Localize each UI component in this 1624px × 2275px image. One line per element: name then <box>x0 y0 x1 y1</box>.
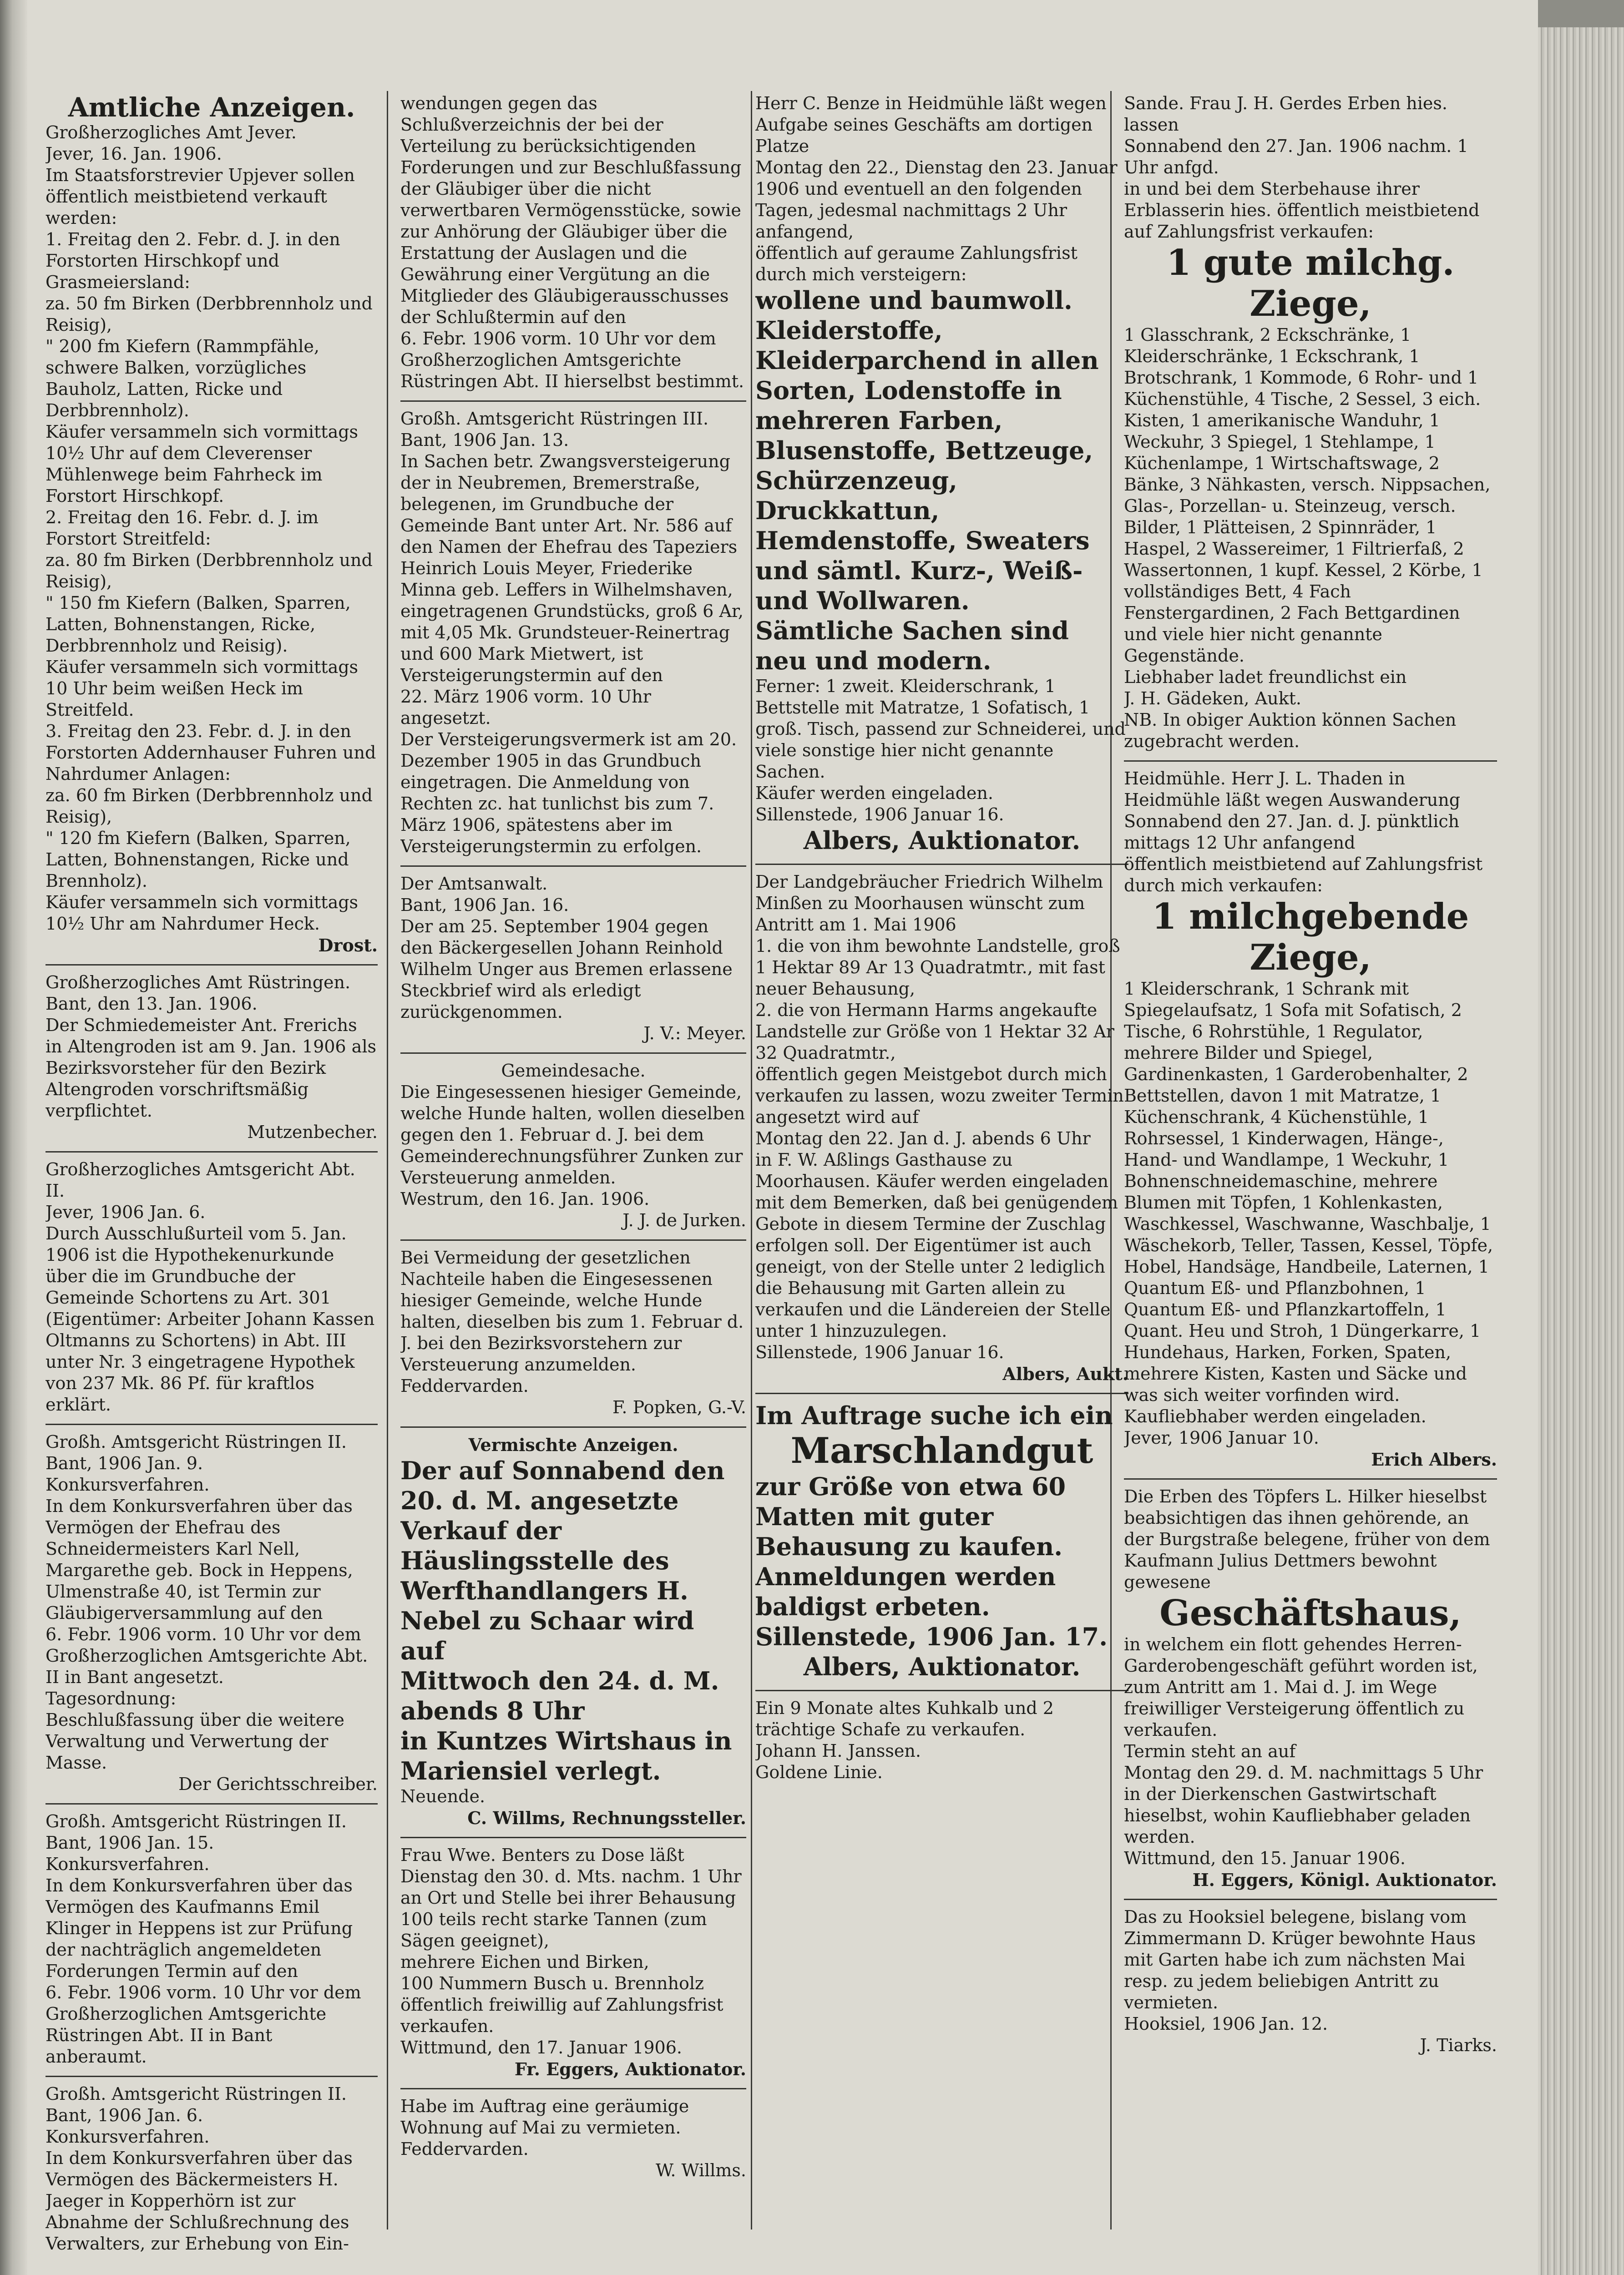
ad-text: Heidmühle. Herr J. L. Thaden in Heidmühle läßt wegen Auswanderung Sonnabend den 27. Jan. d. J. pünktlich mittags 12 Uhr anfangend öffentlich meistbietend auf Zahlungsfrist durch mich verkaufen: <box>1124 768 1483 895</box>
ad-highlight: wollene und baumwoll. Kleiderstoffe, Kleiderparchend in allen Sorten, Lodenstoffe in mehreren Farben, Blusenstoffe, Bettzeuge, Schürzenzeug, Druckkattun, Hemdenstoffe, Sweaters und sämtl. Kurz-, Weiß- und Wollwaren. Sämtliche Sachen sind neu und modern. <box>755 286 1099 675</box>
ad-highlight: Der auf Sonnabend den 20. d. M. angesetzte Verkauf der Häuslingsstelle des Werfthandlangers H. Nebel zu Schaar wird auf Mittwoch den 24. d. M. abends 8 Uhr in Kuntzes Wirtshaus in Mariensiel verlegt. <box>400 1456 732 1785</box>
ad-signature: J. J. de Jurken. <box>622 1210 746 1230</box>
ad-text: Der Landgebräucher Friedrich Wilhelm Minßen zu Moorhausen wünscht zum Antritt am 1. Mai 1906 1. die von ihm bewohnte Landstelle, groß 1 Hektar 89 Ar 13 Quadratmtr., mit fast neuer Behausung, 2. die von Hermann Harms angekaufte Landstelle zur Größe von 1 Hektar 32 Ar 32 Quadratmtr., öffentlich gegen Meistgebot durch mich verkaufen zu lassen, wozu zweiter Termin angesetzt wird auf Montag den 22. Jan d. J. abends 6 Uhr in F. W. Aßlings Gasthause zu Moorhausen. Käufer werden eingeladen mit dem Bemerken, daß bei genügendem Gebote in diesem Termine der Zuschlag erfolgen soll. Der Eigentümer ist auch geneigt, von der Stelle unter 2 lediglich die Behausung mit Garten allein zu verkaufen und die Ländereien der Stelle unter 1 hinzuzulegen. Sillenstede, 1906 Januar 16. <box>755 872 1124 1362</box>
ad-highlight: Im Auftrage suche ich ein <box>755 1401 1113 1430</box>
ad-bankruptcy <box>46 1425 378 1805</box>
ad-text: Großh. Amtsgericht Rüstringen II. Bant, 1906 Jan. 15. Konkursverfahren. In dem Konkursverfahren über das Vermögen des Kaufmanns Emil Klinger in Heppens ist zur Prüfung der nachträglich angemeldeten Forderungen Termin auf den 6. Febr. 1906 vorm. 10 Uhr vor dem Großherzoglichen Amtsgerichte Rüstringen Abt. II in Bant anberaumt. <box>46 1811 361 2067</box>
ad-signature: Albers, Aukt. <box>1002 1364 1128 1384</box>
ad-notice <box>400 1241 746 1428</box>
ad-signature: J. Tiarks. <box>1420 2035 1497 2055</box>
ad-text: Großherzogliches Amt Rüstringen. Bant, den 13. Jan. 1906. Der Schmiedemeister Ant. Frerichs in Altengroden ist am 9. Jan. 1906 als Bezirksvorsteher für den Bezirk Altengroden vorschriftsmäßig verpflichtet. <box>46 972 376 1121</box>
ad-signature: Fr. Eggers, Auktionator. <box>514 2059 746 2079</box>
ad-text: Großh. Amtsgericht Rüstringen III. Bant, 1906 Jan. 13. In Sachen betr. Zwangsversteigerung der in Neubremen, Bremerstraße, belegenen, im Grundbuche der Gemeinde Bant unter Art. Nr. 586 auf den Namen der Ehefrau des Tapeziers Heinrich Louis Meyer, Friederike Minna geb. Leffers in Wilhelmshaven, eingetragenen Grundstücks, groß 6 Ar, mit 4,05 Mk. Grundsteuer-Reinertrag und 600 Mark Mietwert, ist Versteigerungstermin auf den 22. März 1906 vorm. 10 Uhr angesetzt. Der Versteigerungsvermerk ist am 20. Dezember 1905 in das Grundbuch eingetragen. Die Anmeldung von Rechten zc. hat tunlichst bis zum 7. März 1906, spätestens aber im Versteigerungstermin zu erfolgen. <box>400 409 744 856</box>
ad-signature: Albers, Auktionator. <box>803 826 1081 855</box>
ad-community <box>400 1054 746 1241</box>
column-2 <box>400 86 746 2270</box>
column-3 <box>755 86 1128 2270</box>
ad-signature: J. V.: Meyer. <box>643 1023 746 1043</box>
ad-foreclosure <box>400 402 746 867</box>
ad-title: Marschlandgut <box>790 1430 1093 1471</box>
ad-text: Habe im Auftrag eine geräumige Wohnung auf Mai zu vermieten. Feddervarden. <box>400 2096 689 2159</box>
column-rule <box>751 91 752 2230</box>
ad-text: Ferner: 1 zweit. Kleiderschrank, 1 Bettstelle mit Matratze, 1 Sofatisch, 1 groß. Tisch, passend zur Schneiderei, und viele sonstige hier nicht genannte Sachen. Käufer werden eingeladen. Sillenstede, 1906 Januar 16. <box>755 676 1126 824</box>
column-4 <box>1124 86 1497 2270</box>
ad-text: Bei Vermeidung der gesetzlichen Nachteile haben die Eingesessenen hiesiger Gemeinde, welche Hunde halten, dieselben bis zum 1. Februar d. J. bei den Bezirksvorstehern zur Versteuerung anzumelden. Feddervarden. <box>400 1248 744 1396</box>
ad-notice <box>400 867 746 1054</box>
ad-text: Frau Wwe. Benters zu Dose läßt Dienstag den 30. d. Mts. nachm. 1 Uhr an Ort und Stelle bei ihrer Behausung 100 teils recht starke Tannen (zum Sägen geeignet), mehrere Eichen und Birken, 100 Nummern Busch u. Brennholz öffentlich freiwillig auf Zahlungsfrist verkaufen. Wittmund, den 17. Januar 1906. <box>400 1845 742 2058</box>
ad-notice <box>400 86 746 402</box>
ad-text: 1 Glasschrank, 2 Eckschränke, 1 Kleiderschränke, 1 Eckschrank, 1 Brotschrank, 1 Kommode, 6 Rohr- und 1 Küchenstühle, 4 Tische, 2 Sessel, 3 eich. Kisten, 1 amerikanische Wanduhr, 1 Weckuhr, 3 Spiegel, 1 Stehlampe, 1 Küchenlampe, 1 Wirtschaftswage, 2 Bänke, 3 Nähkasten, versch. Nippsachen, Glas-, Porzellan- u. Steinzeug, versch. Bilder, 1 Plätteisen, 2 Spinnräder, 1 Haspel, 2 Wassereimer, 1 Filtrierfaß, 2 Wassertonnen, 1 kupf. Kessel, 2 Körbe, 1 vollständiges Bett, 4 Fach Fenstergardinen, 2 Fach Bettgardinen und viele hier nicht genannte Gegenstände. Liebhaber ladet freundlichst ein J. H. Gädeken, Aukt. NB. In obiger Auktion können Sachen zugebracht werden. <box>1124 325 1491 751</box>
ad-notice <box>46 966 378 1153</box>
section-heading: Gemeindesache. <box>501 1061 646 1081</box>
ad-bankruptcy <box>46 1805 378 2077</box>
ad-rental <box>400 2089 746 2189</box>
ad-text: Sande. Frau J. H. Gerdes Erben hies. lassen Sonnabend den 27. Jan. 1906 nachm. 1 Uhr anfgd. in und bei dem Sterbehause ihrer Erblasserin hies. öffentlich meistbietend auf Zahlungsfrist verkaufen: <box>1124 93 1480 242</box>
ad-text: Großh. Amtsgericht Rüstringen II. Bant, 1906 Jan. 6. Konkursverfahren. In dem Konkursverfahren über das Vermögen des Bäckermeisters H. Jaeger in Kopperhörn ist zur Abnahme der Schlußrechnung des Verwalters, zur Erhebung von Ein- <box>46 2084 353 2254</box>
ad-business-house <box>1124 1480 1497 1900</box>
ad-text: in welchem ein flott gehendes Herren-Garderobengeschäft geführt worden ist, zum Antritt am 1. Mai d. J. im Wege freiwilliger Versteigerung öffentlich zu verkaufen. Termin steht an auf Montag den 29. d. M. nachmittags 5 Uhr in der Dierkenschen Gastwirtschaft hieselbst, wohin Kaufliebhaber geladen werden. Wittmund, den 15. Januar 1906. <box>1124 1634 1483 1868</box>
ad-signature: Drost. <box>318 935 378 956</box>
ad-text: Großh. Amtsgericht Rüstringen II. Bant, 1906 Jan. 9. Konkursverfahren. In dem Konkursverfahren über das Vermögen der Ehefrau des Schneidermeisters Karl Nell, Margarethe geb. Bock in Heppens, Ulmenstraße 40, ist Termin zur Gläubigerversammlung auf den 6. Febr. 1906 vorm. 10 Uhr vor dem Großherzoglichen Amtsgerichte Abt. II in Bant angesetzt. Tagesordnung: Beschlußfassung über die weitere Verwaltung und Verwertung der Masse. <box>46 1432 368 1773</box>
ad-signature: W. Willms. <box>655 2160 746 2180</box>
ad-livestock <box>755 1691 1128 1791</box>
ad-bankruptcy <box>46 2077 378 2263</box>
ad-signature: F. Popken, G.-V. <box>612 1397 746 1417</box>
ad-text: Großherzogliches Amt Jever. Jever, 16. Jan. 1906. Im Staatsforstrevier Upjever sollen öffentlich meistbietend verkauft werden: 1. Freitag den 2. Febr. d. J. in den Forstorten Hirschkopf und Grasmeiersland: za. 50 fm Birken (Derbbrennholz und Reisig), " 200 fm Kiefern (Rammpfähle, schwere Balken, vorzügliches Bauholz, Latten, Ricke und Derbbrennholz). Käufer versammeln sich vormittags 10½ Uhr auf dem Cleverenser Mühlenwege beim Fahrheck im Forstort Hirschkopf. 2. Freitag den 16. Febr. d. J. im Forstort Streitfeld: za. 80 fm Birken (Derbbrennholz und Reisig), " 150 fm Kiefern (Balken, Sparren, Latten, Bohnenstangen, Ricke, Derbbrennholz und Reisig). Käufer versammeln sich vormittags 10 Uhr beim weißen Heck im Streitfeld. 3. Freitag den 23. Febr. d. J. in den Forstorten Addernhauser Fuhren und Nahrdumer Anlagen: za. 60 fm Birken (Derbbrennholz und Reisig), " 120 fm Kiefern (Balken, Sparren, Latten, Bohnenstangen, Ricke und Brennholz). Käufer versammeln sich vormittags 10½ Uhr am Nahrdumer Heck. <box>46 122 376 934</box>
ad-highlight: zur Größe von etwa 60 Matten mit guter Behausung zu kaufen. Anmeldungen werden baldigst erbeten. Sillenstede, 1906 Jan. 17. <box>755 1472 1108 1651</box>
ad-text: Neuende. <box>400 1786 486 1806</box>
ad-land-sale <box>755 865 1128 1394</box>
ad-sale-postponed <box>400 1428 746 1838</box>
ad-text: Herr C. Benze in Heidmühle läßt wegen Aufgabe seines Geschäfts am dortigen Platze Montag den 22., Dienstag den 23. Januar 1906 und eventuell an den folgenden Tagen, jedesmal nachmittags 2 Uhr anfangend, öffentlich auf geraume Zahlungsfrist durch mich versteigern: <box>755 93 1118 284</box>
ad-textile-auction <box>755 86 1128 865</box>
section-heading: Amtliche Anzeigen. <box>68 92 355 123</box>
ad-title: 1 gute milchg. Ziege, <box>1166 242 1455 324</box>
ad-text: Der Amtsanwalt. Bant, 1906 Jan. 16. Der am 25. September 1904 gegen den Bäckergesellen Johann Reinhold Wilhelm Unger aus Bremen erlassene Steckbrief wird als erledigt zurückgenommen. <box>400 874 733 1022</box>
ad-signature: Mutzenbecher. <box>247 1122 378 1142</box>
ad-estate-auction <box>1124 86 1497 762</box>
ad-emigration-auction <box>1124 762 1497 1480</box>
section-heading: Vermischte Anzeigen. <box>468 1435 678 1455</box>
column-1 <box>46 86 378 2270</box>
ad-signature: Erich Albers. <box>1371 1449 1497 1470</box>
ad-wanted-estate <box>755 1394 1128 1691</box>
ad-timber-sale <box>400 1838 746 2089</box>
ad-signature: Der Gerichtsschreiber. <box>178 1774 378 1794</box>
ad-text: Das zu Hooksiel belegene, bislang vom Zimmermann D. Krüger bewohnte Haus mit Garten habe ich zum nächsten Mai resp. zu jedem beliebigen Antritt zu vermieten. Hooksiel, 1906 Jan. 12. <box>1124 1907 1476 2034</box>
ad-notice <box>46 1153 378 1425</box>
ad-text: Die Erben des Töpfers L. Hilker hieselbst beabsichtigen das ihnen gehörende, an der Burgstraße belegene, früher von dem Kaufmann Julius Dettmers bewohnt gewesene <box>1124 1486 1490 1592</box>
ad-title: 1 milchgebende Ziege, <box>1152 896 1469 978</box>
ad-title: Geschäftshaus, <box>1159 1592 1462 1634</box>
binding-shadow <box>0 0 27 2275</box>
ad-text: Die Eingesessenen hiesiger Gemeinde, welche Hunde halten, wollen dieselben gegen den 1. Februar d. J. bei dem Gemeinderechnungsführer Zunken zur Versteuerung anmelden. Westrum, den 16. Jan. 1906. <box>400 1082 745 1209</box>
ad-forest-sale <box>46 86 378 966</box>
ad-text: wendungen gegen das Schlußverzeichnis der bei der Verteilung zu berücksichtigenden Forderungen und zur Beschlußfassung der Gläubiger über die nicht verwertbaren Vermögensstücke, sowie zur Anhörung der Gläubiger über die Erstattung der Auslagen und die Gewährung einer Vergütung an die Mitglieder des Gläubigerausschusses der Schlußtermin auf den 6. Febr. 1906 vorm. 10 Uhr vor dem Großherzoglichen Amtsgerichte Rüstringen Abt. II hierselbst bestimmt. <box>400 93 744 391</box>
ad-house-rental <box>1124 1900 1497 2064</box>
ad-signature: H. Eggers, Königl. Auktionator. <box>1192 1870 1497 1890</box>
ad-signature: Albers, Auktionator. <box>803 1652 1081 1681</box>
ad-signature: C. Willms, Rechnungssteller. <box>467 1808 746 1828</box>
ad-text: Großherzogliches Amtsgericht Abt. II. Jever, 1906 Jan. 6. Durch Ausschlußurteil vom 5. Jan. 1906 ist die Hypothekenurkunde über die im Grundbuche der Gemeinde Schortens zu Art. 301 (Eigentümer: Arbeiter Johann Kassen Oltmanns zu Schortens) in Abt. III unter Nr. 3 eingetragene Hypothek von 237 Mk. 86 Pf. für kraftlos erklärt. <box>46 1159 375 1415</box>
column-rule <box>387 91 388 2230</box>
ad-text: Ein 9 Monate altes Kuhkalb und 2 trächtige Schafe zu verkaufen. Johann H. Janssen. Goldene Linie. <box>755 1698 1054 1782</box>
ad-text: 1 Kleiderschrank, 1 Schrank mit Spiegelaufsatz, 1 Sofa mit Sofatisch, 2 Tische, 6 Rohrstühle, 1 Regulator, mehrere Bilder und Spiegel, Gardinenkasten, 1 Garderobenhalter, 2 Bettstellen, davon 1 mit Matratze, 1 Küchenschrank, 4 Küchenstühle, 1 Rohrsessel, 1 Kinderwagen, Hänge-, Hand- und Wandlampe, 1 Weckuhr, 1 Bohnenschneidemaschine, mehrere Blumen mit Töpfen, 1 Kohlenkasten, Waschkessel, Waschwanne, Waschbalje, 1 Wäschekorb, Teller, Tassen, Kessel, Töpfe, Hobel, Handsäge, Handbeile, Laternen, 1 Quantum Eß- und Pflanzbohnen, 1 Quantum Eß- und Pflanzkartoffeln, 1 Quant. Heu und Stroh, 1 Düngerkarre, 1 Hundehaus, Harken, Forken, Spaten, mehrere Kisten, Kasten und Säcke und was sich weiter vorfinden wird. Kaufliebhaber werden eingeladen. Jever, 1906 Januar 10. <box>1124 979 1493 1448</box>
page-edges <box>1538 27 1624 2275</box>
